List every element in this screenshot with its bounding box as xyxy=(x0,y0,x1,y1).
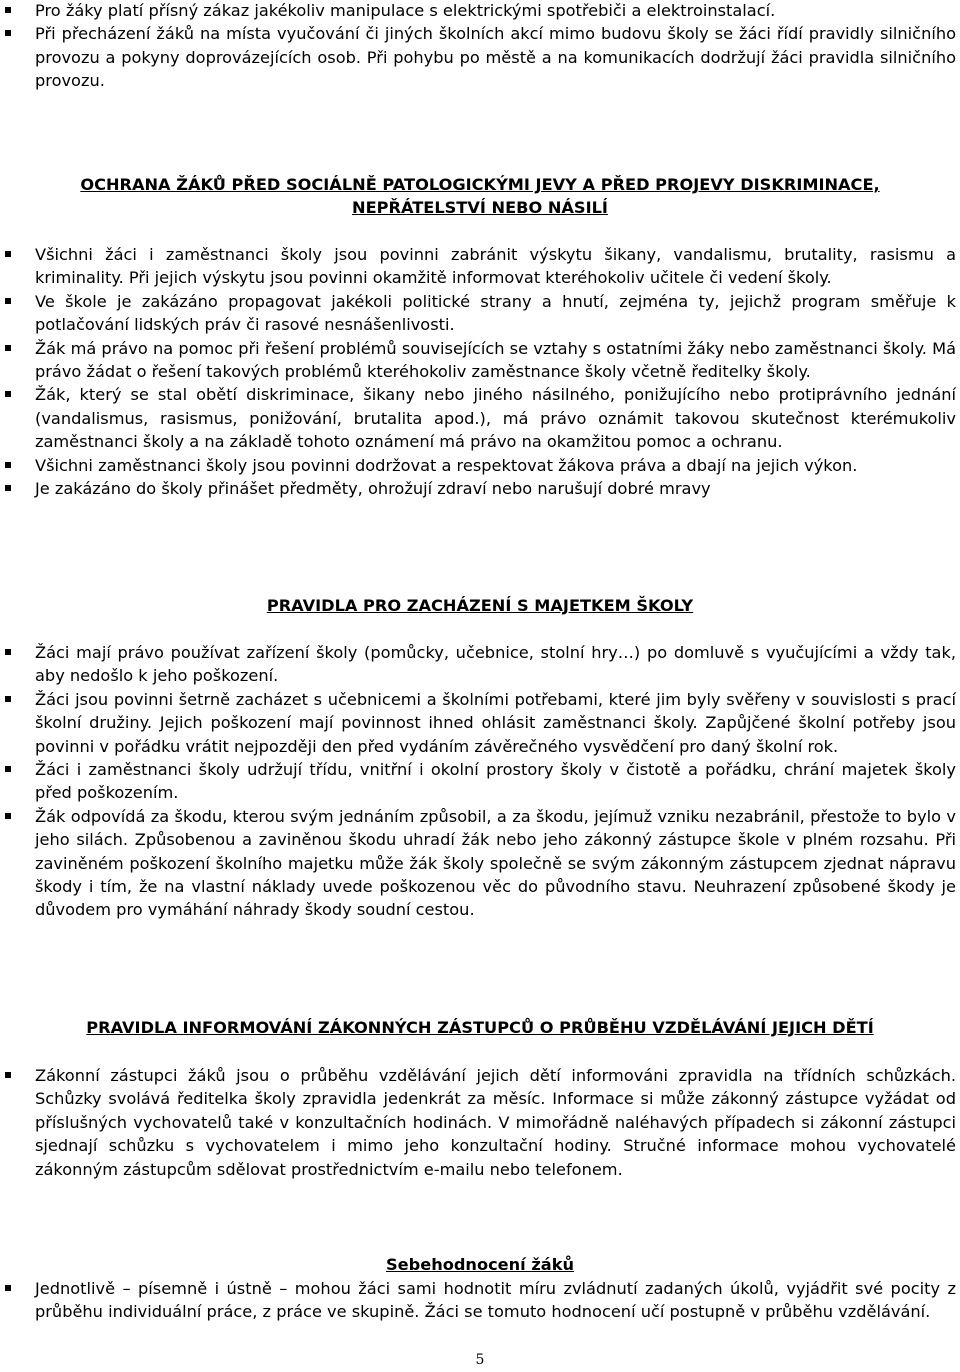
list-item: Je zakázáno do školy přinášet předměty, ohrožují zdraví nebo narušují dobré mravy xyxy=(35,477,956,500)
list-item: Pro žáky platí přísný zákaz jakékoliv manipulace s elektrickými spotřebiči a elektroinstalací. xyxy=(35,0,956,22)
intro-section xyxy=(0,0,960,93)
selfeval-items xyxy=(0,1277,960,1324)
list-item: Žák, který se stal obětí diskriminace, šikany nebo jiného násilného, ponižujícího nebo protiprávního jednání (vandalismus, rasismus, ponižování, brutalita apod.), má právo oznámit takovou skutečnost kterémukoliv zaměstnanci školy a na základě tohoto oznámení má právo na okamžitou pomoc a ochranu. xyxy=(35,383,956,453)
protection-list xyxy=(0,243,960,500)
list-item: Jednotlivě – písemně i ústně – mohou žáci sami hodnotit míru zvládnutí zadaných úkolů, vyjádřit své pocity z průběhu individuální práce, z práce ve skupině. Žáci se tomuto hodnocení učí postupně v průběhu vzdělávání. xyxy=(35,1277,956,1324)
list-item: Ve škole je zakázáno propagovat jakékoli politické strany a hnutí, zejména ty, jejichž program směřuje k potlačování lidských práv či rasové nesnášenlivosti. xyxy=(35,290,956,337)
section-heading: PRAVIDLA INFORMOVÁNÍ ZÁKONNÝCH ZÁSTUPCŮ O PRŮBĚHU VZDĚLÁVÁNÍ JEJICH DĚTÍ xyxy=(86,1018,874,1037)
property-items xyxy=(0,641,960,922)
list-item: Žáci jsou povinni šetrně zacházet s učebnicemi a školními potřebami, které jim byly svěřeny v souvislosti s prací školní družiny. Jejich poškození mají povinnost ihned ohlásit zaměstnanci školy. Zapůjčené školní potřeby jsou povinni v pořádku vrátit nejpozději den před vydáním závěrečného vysvědčení pro daný školní rok. xyxy=(35,688,956,758)
parents-section xyxy=(0,1016,960,1039)
selfeval-section xyxy=(0,1253,960,1276)
page-number: 5 xyxy=(475,1352,485,1368)
section-heading: Sebehodnocení žáků xyxy=(386,1255,574,1274)
parents-list xyxy=(0,1064,960,1181)
intro-list xyxy=(0,0,960,93)
list-item: Žáci i zaměstnanci školy udržují třídu, vnitřní i okolní prostory školy v čistotě a pořádku, chrání majetek školy před poškozením. xyxy=(35,758,956,805)
section-heading xyxy=(0,173,960,220)
list-item: Všichni zaměstnanci školy jsou povinni dodržovat a respektovat žákova práva a dbají na jejich výkon. xyxy=(35,454,956,477)
list-item: Všichni žáci i zaměstnanci školy jsou povinni zabránit výskytu šikany, vandalismu, brutality, rasismu a kriminality. Při jejich výskytu jsou povinni okamžitě informovat kteréhokoliv učitele či vedení školy. xyxy=(35,243,956,290)
property-section xyxy=(0,594,960,617)
list-item: Žák odpovídá za škodu, kterou svým jednáním způsobil, a za škodu, jejímuž vzniku nezabránil, přestože to bylo v jeho silách. Způsobenou a zaviněnou škodu uhradí žák nebo jeho zákonný zástupce škole v plném rozsahu. Při zaviněném poškození školního majetku může žák školy společně se svým zákonným zástupcem zjednat nápravu škody i tím, že na vlastní náklady uvede poškozenou věc do původního stavu. Neuhrazení způsobené škody je důvodem pro vymáhání náhrady škody soudní cestou. xyxy=(35,805,956,922)
heading-line-1: OCHRANA ŽÁKŮ PŘED SOCIÁLNĚ PATOLOGICKÝMI JEVY A PŘED PROJEVY DISKRIMINACE, xyxy=(80,175,880,194)
list-item: Žáci mají právo používat zařízení školy (pomůcky, učebnice, stolní hry…) po domluvě s vyučujícími a vždy tak, aby nedošlo k jeho poškození. xyxy=(35,641,956,688)
list-item: Při přecházení žáků na místa vyučování či jiných školních akcí mimo budovu školy se žáci řídí pravidly silničního provozu a pokyny doprovázejících osob. Při pohybu po městě a na komunikacích dodržují žáci pravidla silničního provozu. xyxy=(35,22,956,92)
section-heading: PRAVIDLA PRO ZACHÁZENÍ S MAJETKEM ŠKOLY xyxy=(266,596,694,615)
heading-line-2: NEPŘÁTELSTVÍ NEBO NÁSILÍ xyxy=(352,198,608,218)
protection-items xyxy=(0,243,960,500)
protection-section xyxy=(0,173,960,220)
list-item: Žák má právo na pomoc při řešení problémů souvisejících se vztahy s ostatními žáky nebo zaměstnanci školy. Má právo žádat o řešení takových problémů kteréhokoliv zaměstnance školy včetně ředitelky školy. xyxy=(35,337,956,384)
parents-items xyxy=(0,1064,960,1181)
property-list xyxy=(0,641,960,922)
list-item: Zákonní zástupci žáků jsou o průběhu vzdělávání jejich dětí informováni zpravidla na třídních schůzkách. Schůzky svolává ředitelka školy zpravidla jedenkrát za měsíc. Informace si může zákonný zástupce vyžádat od příslušných vychovatelů také v konzultačních hodinách. V mimořádně naléhavých případech si zákonní zástupci sjednají schůzku s vychovatelem i mimo jeho konzultační hodiny. Stručné informace mohou vychovatelé zákonným zástupcům sdělovat prostřednictvím e-mailu nebo telefonem. xyxy=(35,1064,956,1181)
selfeval-list xyxy=(0,1277,960,1324)
